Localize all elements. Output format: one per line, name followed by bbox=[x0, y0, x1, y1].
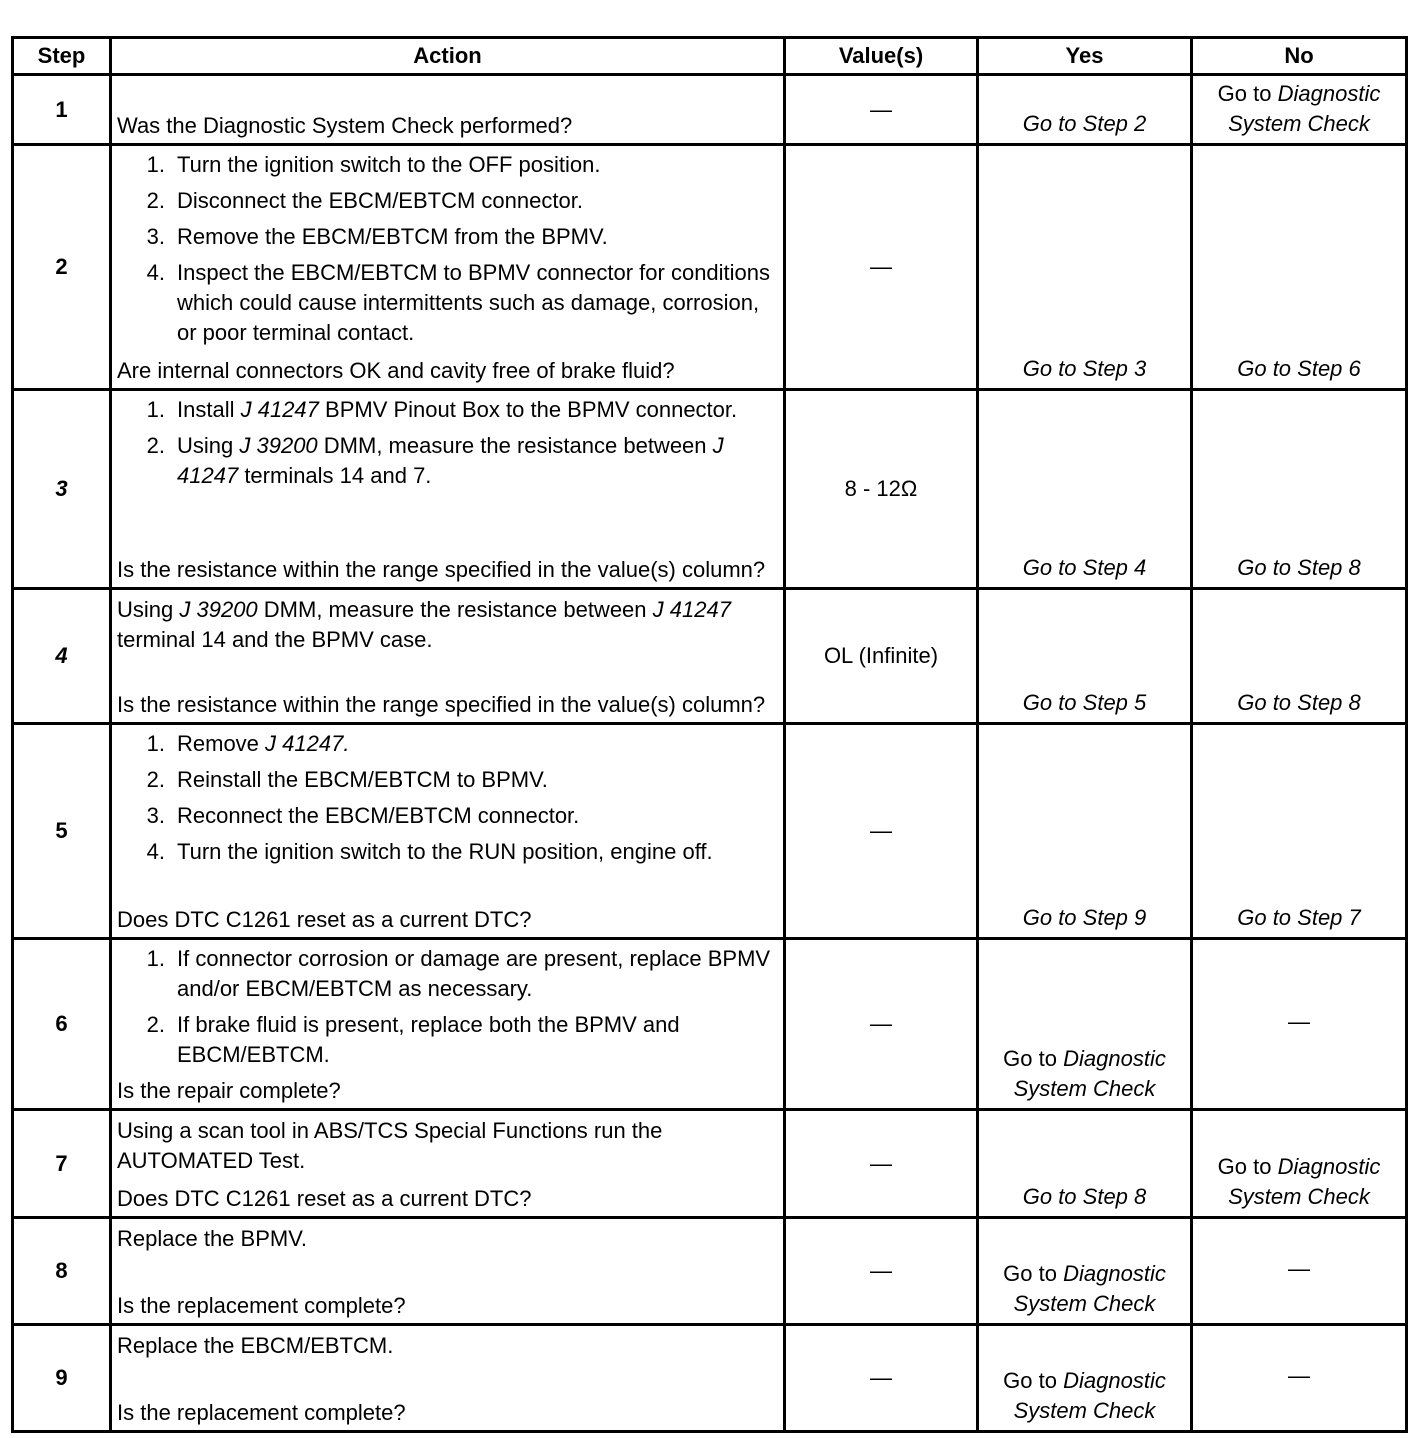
table-row bbox=[13, 724, 1407, 939]
yes-cell bbox=[978, 724, 1192, 939]
yes-text: Go to Step 5 bbox=[1022, 690, 1147, 715]
value-text: — bbox=[870, 1150, 892, 1176]
action-step: 2. If brake fluid is present, replace both the BPMV and EBCM/EBTCM. bbox=[146, 1012, 680, 1067]
no-cell bbox=[1192, 589, 1407, 724]
action-question: Is the replacement complete? bbox=[117, 1400, 406, 1425]
step-number: 2 bbox=[13, 145, 111, 390]
yes-italic: Diagnostic System Check bbox=[1013, 1046, 1166, 1101]
action-text: Using J 39200 DMM, measure the resistance between J 41247 terminal 14 and the BPMV case. bbox=[117, 597, 731, 652]
value-cell bbox=[785, 589, 978, 724]
step-number: 8 bbox=[13, 1218, 111, 1325]
tool-ref: J 41247 bbox=[177, 433, 724, 488]
yes-italic: Diagnostic System Check bbox=[1013, 1261, 1166, 1316]
action-step: 4. Turn the ignition switch to the RUN position, engine off. bbox=[146, 839, 713, 864]
value-cell bbox=[785, 724, 978, 939]
no-cell bbox=[1192, 75, 1407, 145]
value-cell bbox=[785, 145, 978, 390]
tool-ref: J 41247 bbox=[652, 597, 731, 622]
value-text: — bbox=[870, 1011, 892, 1036]
action-question: Are internal connectors OK and cavity free of brake fluid? bbox=[117, 358, 675, 383]
step-number: 3 bbox=[13, 390, 111, 589]
action-question: Was the Diagnostic System Check performed? bbox=[117, 113, 573, 138]
action-step: 3. Reconnect the EBCM/EBTCM connector. bbox=[146, 803, 580, 828]
action-steps bbox=[117, 942, 775, 1076]
table-row bbox=[13, 1325, 1407, 1432]
header-step: Step bbox=[13, 38, 111, 75]
header-no: No bbox=[1192, 38, 1407, 75]
table-row bbox=[13, 589, 1407, 724]
yes-cell bbox=[978, 390, 1192, 589]
step-number: 1 bbox=[13, 75, 111, 145]
no-text: Go to Step 8 bbox=[1237, 555, 1361, 580]
value-cell bbox=[785, 75, 978, 145]
action-question: Is the replacement complete? bbox=[117, 1293, 406, 1318]
value-cell bbox=[785, 1325, 978, 1432]
no-text: Go to Step 7 bbox=[1237, 905, 1361, 930]
yes-text: Go to Step 8 bbox=[1022, 1184, 1147, 1209]
yes-cell bbox=[978, 1218, 1192, 1325]
value-text: — bbox=[870, 1258, 892, 1283]
no-italic: Diagnostic System Check bbox=[1228, 81, 1381, 136]
yes-text: Go to Step 9 bbox=[1022, 905, 1147, 930]
action-text: Replace the BPMV. bbox=[117, 1226, 307, 1251]
action-cell bbox=[111, 1110, 785, 1218]
no-cell bbox=[1192, 390, 1407, 589]
tool-ref: J 41247. bbox=[265, 731, 350, 756]
table-row bbox=[13, 939, 1407, 1110]
yes-prefix: Go to bbox=[1003, 1261, 1057, 1286]
action-step: 1. Remove J 41247. bbox=[146, 731, 350, 756]
action-step: 1. Turn the ignition switch to the OFF position. bbox=[146, 152, 601, 177]
no-italic: Diagnostic System Check bbox=[1228, 1154, 1381, 1209]
yes-cell bbox=[978, 145, 1192, 390]
table-row bbox=[13, 1218, 1407, 1325]
no-cell bbox=[1192, 939, 1407, 1110]
value-cell bbox=[785, 390, 978, 589]
action-cell bbox=[111, 589, 785, 724]
value-text: — bbox=[870, 254, 892, 279]
action-step: 2. Disconnect the EBCM/EBTCM connector. bbox=[146, 188, 583, 213]
no-cell bbox=[1192, 1325, 1407, 1432]
no-prefix: Go to bbox=[1217, 1154, 1272, 1179]
action-question: Does DTC C1261 reset as a current DTC? bbox=[117, 1186, 532, 1211]
yes-text: Go to Step 3 bbox=[1022, 356, 1147, 381]
yes-text: Go to Step 4 bbox=[1022, 555, 1147, 580]
header-values: Value(s) bbox=[785, 38, 978, 75]
table-row bbox=[13, 1110, 1407, 1218]
table-row bbox=[13, 145, 1407, 390]
step-number: 9 bbox=[13, 1325, 111, 1432]
no-cell bbox=[1192, 1110, 1407, 1218]
action-cell bbox=[111, 724, 785, 939]
yes-italic: Diagnostic System Check bbox=[1013, 1368, 1166, 1423]
tool-ref: J 39200 bbox=[179, 597, 258, 622]
step-number: 4 bbox=[13, 589, 111, 724]
value-text: OL (Infinite) bbox=[823, 643, 939, 668]
no-text: — bbox=[1288, 1363, 1310, 1388]
action-cell bbox=[111, 1218, 785, 1325]
action-steps bbox=[117, 727, 775, 873]
action-cell bbox=[111, 390, 785, 589]
action-cell bbox=[111, 75, 785, 145]
value-cell bbox=[785, 1110, 978, 1218]
tool-ref: J 41247 bbox=[240, 397, 319, 422]
no-text: — bbox=[1288, 1009, 1310, 1034]
action-step: 4. Inspect the EBCM/EBTCM to BPMV connector for conditions which could cause intermittents such as damage, corrosion, or poor terminal contact. bbox=[146, 260, 771, 345]
yes-cell bbox=[978, 939, 1192, 1110]
action-question: Is the resistance within the range specified in the value(s) column? bbox=[117, 557, 766, 582]
step-number: 6 bbox=[13, 939, 111, 1110]
no-cell bbox=[1192, 1218, 1407, 1325]
action-step: 2. Using J 39200 DMM, measure the resistance between J 41247 terminals 14 and 7. bbox=[146, 433, 724, 488]
value-cell bbox=[785, 939, 978, 1110]
value-text: — bbox=[870, 96, 892, 122]
yes-prefix: Go to bbox=[1003, 1368, 1057, 1393]
yes-cell bbox=[978, 75, 1192, 145]
step-number: 7 bbox=[13, 1110, 111, 1218]
value-text: — bbox=[870, 818, 892, 843]
no-text: Go to Step 6 bbox=[1237, 356, 1361, 381]
action-step: 3. Remove the EBCM/EBTCM from the BPMV. bbox=[146, 224, 608, 249]
action-text: Using a scan tool in ABS/TCS Special Functions run the AUTOMATED Test. bbox=[117, 1118, 663, 1173]
tool-ref: J 39200 bbox=[239, 433, 318, 458]
table-row bbox=[13, 75, 1407, 145]
action-cell bbox=[111, 1325, 785, 1432]
diagnostic-table bbox=[11, 36, 1408, 1433]
yes-cell bbox=[978, 1110, 1192, 1218]
yes-cell bbox=[978, 1325, 1192, 1432]
action-question: Is the resistance within the range specified in the value(s) column? bbox=[117, 692, 766, 717]
action-text: Replace the EBCM/EBTCM. bbox=[117, 1333, 394, 1358]
header-action: Action bbox=[111, 38, 785, 75]
yes-cell bbox=[978, 589, 1192, 724]
no-cell bbox=[1192, 724, 1407, 939]
action-step: 1. If connector corrosion or damage are present, replace BPMV and/or EBCM/EBTCM as necessary. bbox=[146, 946, 771, 1001]
no-prefix: Go to bbox=[1217, 81, 1272, 106]
action-steps bbox=[117, 148, 775, 354]
yes-prefix: Go to bbox=[1003, 1046, 1057, 1071]
table-row bbox=[13, 390, 1407, 589]
action-cell bbox=[111, 145, 785, 390]
action-step: 1. Install J 41247 BPMV Pinout Box to the BPMV connector. bbox=[146, 397, 738, 422]
step-number: 5 bbox=[13, 724, 111, 939]
yes-text: Go to Step 2 bbox=[1022, 111, 1147, 136]
value-text: 8 - 12Ω bbox=[844, 476, 918, 501]
action-steps bbox=[117, 393, 775, 497]
action-question: Does DTC C1261 reset as a current DTC? bbox=[117, 907, 532, 932]
action-cell bbox=[111, 939, 785, 1110]
header-yes: Yes bbox=[978, 38, 1192, 75]
no-cell bbox=[1192, 145, 1407, 390]
no-text: Go to Step 8 bbox=[1237, 690, 1361, 715]
value-cell bbox=[785, 1218, 978, 1325]
action-question: Is the repair complete? bbox=[117, 1078, 341, 1103]
value-text: — bbox=[870, 1365, 892, 1390]
no-text: — bbox=[1288, 1256, 1310, 1281]
action-step: 2. Reinstall the EBCM/EBTCM to BPMV. bbox=[146, 767, 548, 792]
header-row bbox=[13, 38, 1407, 75]
